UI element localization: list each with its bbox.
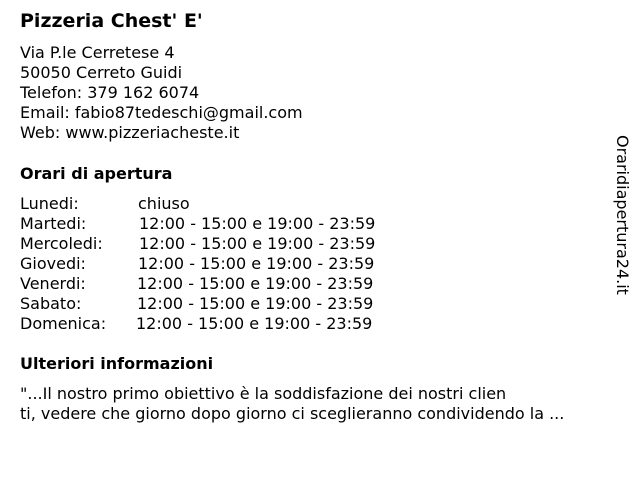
day-label: Mercoledi: <box>20 234 103 253</box>
day-hours: chiuso <box>138 194 190 213</box>
hours-row-thursday <box>20 254 440 274</box>
phone-number: Telefon: 379 162 6074 <box>20 83 200 102</box>
day-label: Sabato: <box>20 294 82 313</box>
day-hours: 12:00 - 15:00 e 19:00 - 23:59 <box>137 274 374 293</box>
day-label: Venerdi: <box>20 274 86 293</box>
hours-row-friday <box>20 274 440 294</box>
contact-block <box>20 43 303 143</box>
more-info-heading: Ulteriori informazioni <box>20 354 214 373</box>
day-hours: 12:00 - 15:00 e 19:00 - 23:59 <box>138 254 375 273</box>
day-label: Domenica: <box>20 314 107 333</box>
day-hours: 12:00 - 15:00 e 19:00 - 23:59 <box>137 294 374 313</box>
day-label: Giovedi: <box>20 254 86 273</box>
day-label: Lunedi: <box>20 194 79 213</box>
hours-row-wednesday <box>20 234 440 254</box>
hours-row-sunday <box>20 314 440 334</box>
hours-row-tuesday <box>20 214 440 234</box>
hours-row-saturday <box>20 294 440 314</box>
email-address: Email: fabio87tedeschi@gmail.com <box>20 103 303 122</box>
day-hours: 12:00 - 15:00 e 19:00 - 23:59 <box>139 234 376 253</box>
address-street: Via P.le Cerretese 4 <box>20 43 175 62</box>
website: Web: www.pizzeriacheste.it <box>20 123 240 142</box>
day-label: Martedi: <box>20 214 87 233</box>
business-name: Pizzeria Chest' E' <box>20 10 203 32</box>
site-watermark: Oraridiapertura24.it <box>613 135 632 295</box>
opening-hours-table <box>20 194 440 334</box>
day-hours: 12:00 - 15:00 e 19:00 - 23:59 <box>139 214 376 233</box>
more-info-text: "...Il nostro primo obiettivo è la soddisfazione dei nostri clien ti, vedere che giorno dopo giorno ci sceglieranno condividendo la ... <box>20 384 565 423</box>
address-city: 50050 Cerreto Guidi <box>20 63 183 82</box>
hours-row-monday <box>20 194 440 214</box>
opening-hours-heading: Orari di apertura <box>20 164 173 183</box>
day-hours: 12:00 - 15:00 e 19:00 - 23:59 <box>136 314 373 333</box>
